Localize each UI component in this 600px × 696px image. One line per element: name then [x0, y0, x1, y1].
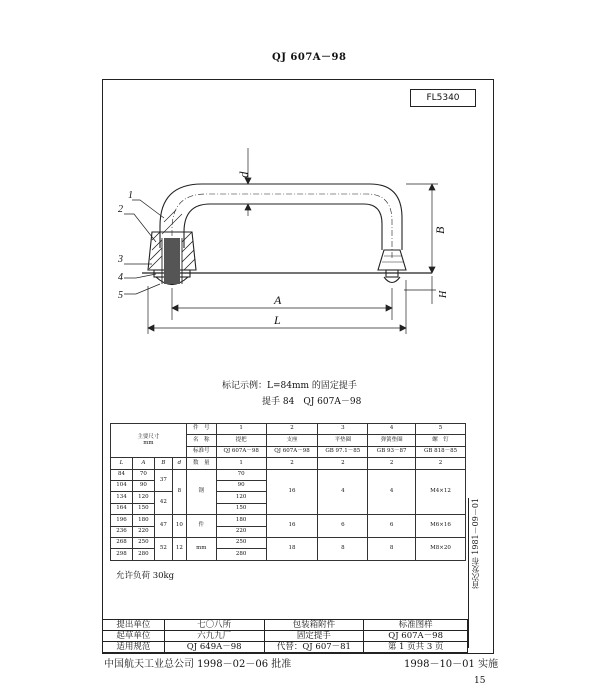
part-label-5: 5: [118, 290, 123, 301]
table-cell: 220: [216, 526, 266, 537]
table-cell: QJ 649A－98: [164, 642, 264, 653]
table-cell: 250: [216, 537, 266, 548]
table-cell: 6: [318, 515, 368, 538]
dim-label-d: d: [236, 171, 251, 178]
table-cell: 70: [216, 469, 266, 480]
table-cell: 8: [368, 537, 416, 560]
table-cell: 件: [186, 515, 216, 538]
marking-example-line1: 标记示例：L=84mm 的固定提手: [222, 381, 357, 391]
handle-drawing: [102, 108, 468, 340]
table-cell: 298: [111, 549, 133, 560]
part-label-3: 3: [118, 254, 123, 265]
table-cell: 90: [216, 480, 266, 491]
table-cell: L: [111, 458, 133, 469]
row-label-standard: 标准号: [186, 446, 216, 457]
table-cell: d: [172, 458, 186, 469]
handle-inner-line: [184, 204, 382, 250]
table-cell: 104: [111, 480, 133, 491]
table-row: [111, 537, 466, 548]
table-cell: 平垫圈: [318, 435, 368, 446]
document-code: QJ 607A－98: [272, 52, 347, 63]
table-cell: 标准图样: [364, 620, 468, 631]
table-cell: 120: [132, 492, 154, 503]
table-cell: 18: [266, 537, 318, 560]
table-cell: 2: [266, 424, 318, 435]
table-cell: 42: [154, 492, 172, 515]
table-cell: mm: [186, 537, 216, 560]
table-cell: 280: [132, 549, 154, 560]
table-cell: M6×16: [416, 515, 466, 538]
info-table: [102, 619, 468, 653]
table-cell: 70: [132, 469, 154, 480]
table-cell: 180: [132, 515, 154, 526]
row-label-quantity: 数 量: [186, 458, 216, 469]
spec-table: [110, 423, 466, 561]
table-cell: 1: [216, 424, 266, 435]
table-cell: 螺 钉: [416, 435, 466, 446]
table-cell: 第 1 页共 3 页: [364, 642, 468, 653]
table-row: [111, 515, 466, 526]
dim-label-h: H: [438, 290, 449, 298]
effective-date: 1998－10－01 实施: [404, 659, 499, 670]
table-cell: M8×20: [416, 537, 466, 560]
table-cell: 16: [266, 515, 318, 538]
table-cell: 250: [132, 537, 154, 548]
table-cell: A: [132, 458, 154, 469]
table-cell: 2: [318, 458, 368, 469]
side-note-box: [468, 498, 483, 648]
dim-label-b: B: [433, 226, 447, 234]
table-cell: 236: [111, 526, 133, 537]
dim-label-a: A: [274, 293, 282, 307]
table-cell: GB 818－85: [416, 446, 466, 457]
table-cell: 12: [172, 537, 186, 560]
table-cell: 6: [368, 515, 416, 538]
table-cell: B: [154, 458, 172, 469]
table-cell: 150: [216, 503, 266, 514]
table-cell: 弹簧垫圈: [368, 435, 416, 446]
dim-header-cell: 主要尺寸 mm: [111, 424, 187, 458]
table-cell: 5: [416, 424, 466, 435]
table-cell: 七〇八所: [164, 620, 264, 631]
page-number: 15: [474, 676, 486, 686]
approval-note: 中国航天工业总公司 1998－02－06 批准: [104, 659, 292, 670]
table-cell: 4: [318, 469, 368, 515]
table-cell: 37: [154, 469, 172, 492]
table-cell: 4: [368, 424, 416, 435]
part-label-1: 1: [128, 190, 133, 201]
table-cell: QJ 607A－98: [266, 446, 318, 457]
left-screw-body: [164, 238, 180, 284]
right-screw-head: [384, 277, 400, 283]
table-cell: QJ 607A－98: [216, 446, 266, 457]
row-label-name: 名 称: [186, 435, 216, 446]
table-cell: 47: [154, 515, 172, 538]
table-cell: 280: [216, 549, 266, 560]
table-cell: M4×12: [416, 469, 466, 515]
table-cell: GB 97.1－85: [318, 446, 368, 457]
table-cell: 起草单位: [103, 631, 165, 642]
table-row: [111, 469, 466, 480]
table-cell: 164: [111, 503, 133, 514]
table-cell: 4: [368, 469, 416, 515]
part-label-4: 4: [118, 272, 123, 283]
table-cell: 150: [132, 503, 154, 514]
table-cell: 1: [216, 458, 266, 469]
table-cell: 2: [368, 458, 416, 469]
table-cell: 2: [266, 458, 318, 469]
table-cell: 268: [111, 537, 133, 548]
table-cell: 220: [132, 526, 154, 537]
table-cell: 代替：QJ 607－81: [264, 642, 364, 653]
table-cell: 支座: [266, 435, 318, 446]
dim-label-l: L: [274, 313, 281, 327]
part-label-2: 2: [118, 204, 123, 215]
table-cell: 52: [154, 537, 172, 560]
table-cell: 180: [216, 515, 266, 526]
table-cell: 提把: [216, 435, 266, 446]
load-note: 允许负荷 30kg: [116, 571, 175, 581]
table-cell: 90: [132, 480, 154, 491]
table-cell: QJ 607A－98: [364, 631, 468, 642]
fl-code-box: FL5340: [410, 89, 476, 107]
table-cell: 10: [172, 515, 186, 538]
row-label-part-no: 件 号: [186, 424, 216, 435]
table-cell: 8: [172, 469, 186, 515]
table-cell: 包装箱附件: [264, 620, 364, 631]
table-cell: 84: [111, 469, 133, 480]
table-cell: 2: [416, 458, 466, 469]
table-cell: 钢: [186, 469, 216, 515]
table-cell: 适用规范: [103, 642, 165, 653]
table-cell: 8: [318, 537, 368, 560]
table-cell: GB 93－87: [368, 446, 416, 457]
table-cell: 3: [318, 424, 368, 435]
table-cell: 16: [266, 469, 318, 515]
table-cell: 120: [216, 492, 266, 503]
table-cell: 六九九厂: [164, 631, 264, 642]
table-cell: 固定提手: [264, 631, 364, 642]
table-cell: 提出单位: [103, 620, 165, 631]
table-cell: 196: [111, 515, 133, 526]
marking-example-line2: 提手 84 QJ 607A－98: [262, 397, 362, 407]
table-cell: 134: [111, 492, 133, 503]
side-note: 首次发布 1981－09－01: [471, 498, 480, 590]
